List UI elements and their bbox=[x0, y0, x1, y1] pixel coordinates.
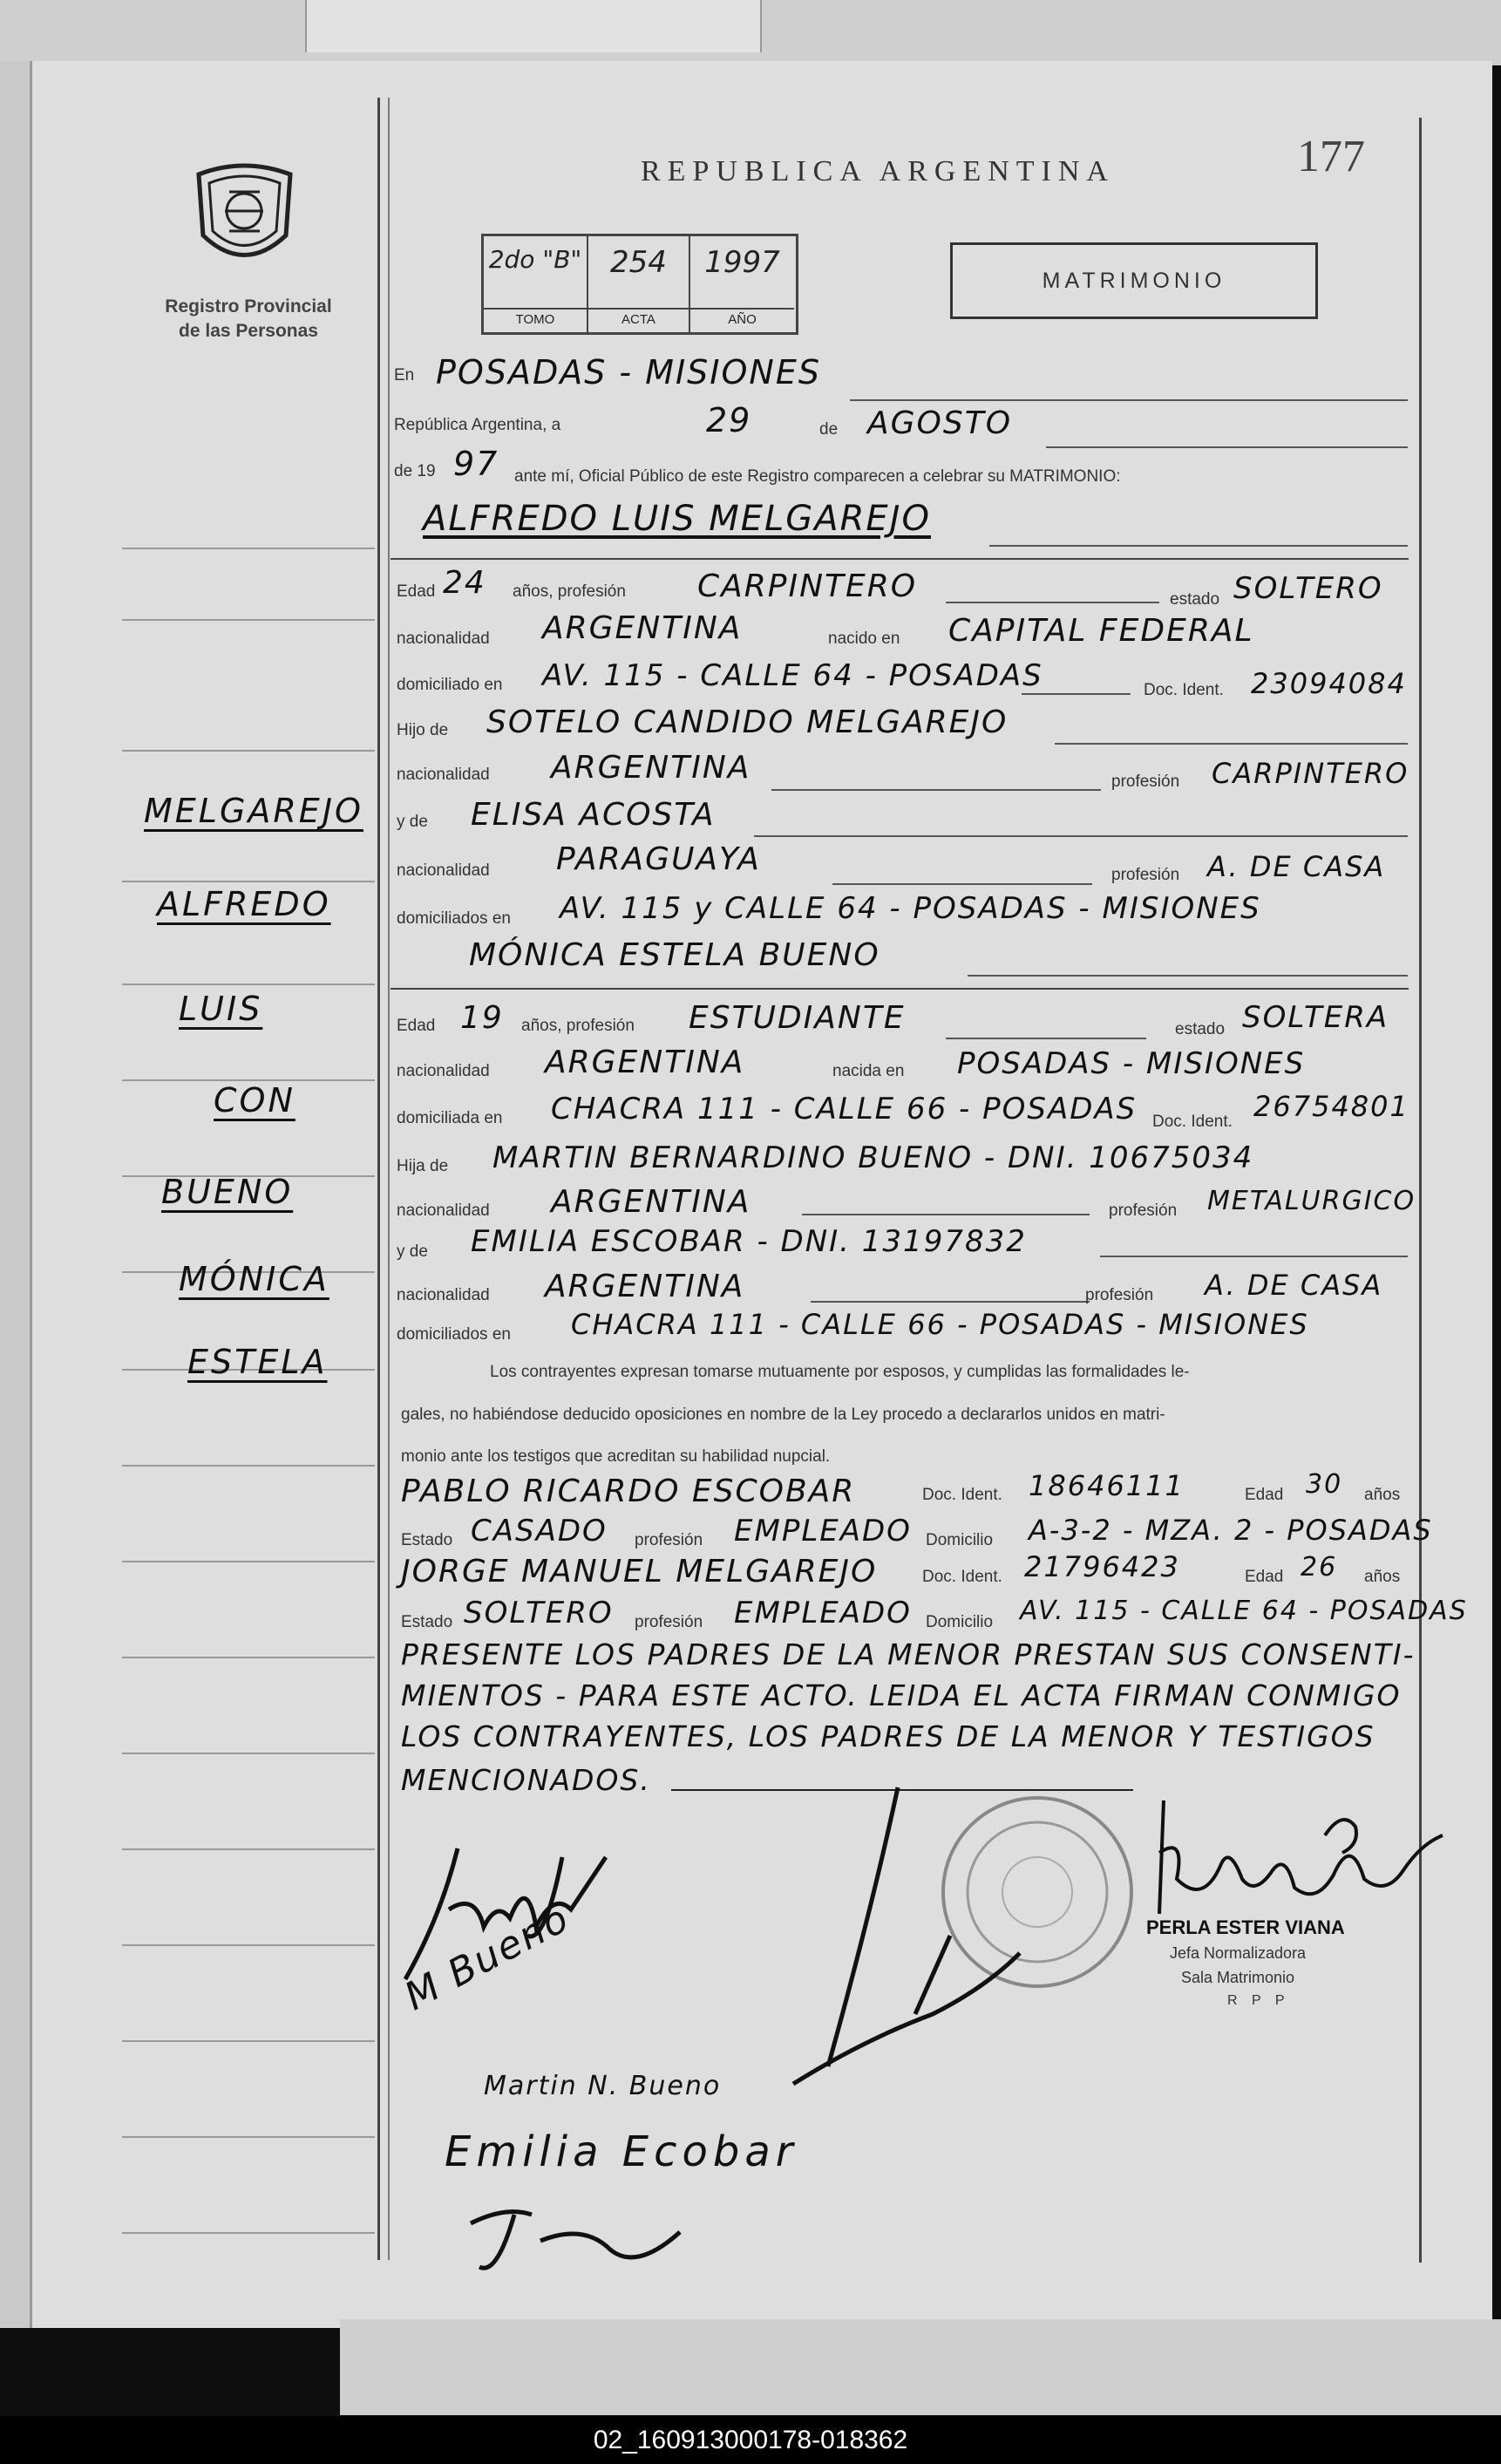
acta-label: ACTA bbox=[588, 308, 689, 327]
margin-rule bbox=[122, 548, 375, 549]
notes-line-2: MIENTOS - PARA ESTE ACTO. LEIDA EL ACTA FIRMAN CONMIGO bbox=[401, 1678, 1402, 1712]
groom-mother: ELISA ACOSTA bbox=[471, 797, 716, 833]
image-filename-caption: 02_160913000178-018362 bbox=[0, 2416, 1501, 2464]
notes-line-3: LOS CONTRAYENTES, LOS PADRES DE LA MENOR Y TESTIGOS bbox=[401, 1719, 1375, 1753]
witness1-name: PABLO RICARDO ESCOBAR bbox=[401, 1474, 856, 1509]
margin-rule bbox=[122, 1561, 375, 1562]
witness2-age: 26 bbox=[1301, 1552, 1338, 1583]
fill-line bbox=[771, 789, 1101, 791]
witness1-doc-label: Doc. Ident. bbox=[922, 1486, 1002, 1504]
groom-birthplace: CAPITAL FEDERAL bbox=[948, 613, 1254, 649]
groom-father-profession: CARPINTERO bbox=[1212, 757, 1409, 790]
margin-rule bbox=[122, 984, 375, 985]
margin-line-right bbox=[1419, 118, 1422, 2263]
place-value: POSADAS - MISIONES bbox=[436, 353, 821, 391]
bride-address: CHACRA 111 - CALLE 66 - POSADAS bbox=[551, 1092, 1138, 1126]
groom-profession: CARPINTERO bbox=[697, 568, 918, 604]
witness1-anos-label: años bbox=[1364, 1486, 1401, 1504]
bride-nationality: ARGENTINA bbox=[545, 1045, 745, 1080]
witness1-age: 30 bbox=[1306, 1469, 1343, 1500]
margin-rule bbox=[122, 881, 375, 882]
fill-line bbox=[811, 1301, 1090, 1303]
groom-profesion-label: años, profesión bbox=[513, 582, 626, 601]
margin-rule bbox=[122, 2040, 375, 2042]
margin-name-middle: LUIS bbox=[179, 990, 263, 1028]
ano-value: 1997 bbox=[704, 245, 780, 280]
book-spine bbox=[0, 61, 32, 2328]
bride-profesion-label: años, profesión bbox=[521, 1017, 635, 1035]
witness1-profession: EMPLEADO bbox=[734, 1514, 912, 1549]
ano-cell bbox=[690, 236, 794, 332]
tomo-cell bbox=[484, 236, 588, 332]
groom-parents-address: AV. 115 y CALLE 64 - POSADAS - MISIONES bbox=[560, 891, 1261, 926]
bride-nacionalidad-label: nacionalidad bbox=[397, 1062, 490, 1080]
groom-doc: 23094084 bbox=[1251, 667, 1407, 700]
witness2-anos-label: años bbox=[1364, 1568, 1401, 1586]
fill-line bbox=[946, 1038, 1146, 1039]
groom-mother-nationality: PARAGUAYA bbox=[556, 841, 761, 877]
margin-name-bride-surname: BUENO bbox=[161, 1173, 294, 1211]
tomo-value: 2do "B" bbox=[488, 245, 582, 274]
margin-rule bbox=[122, 619, 375, 621]
declaration-line-3: monio ante los testigos que acreditan su habilidad nupcial. bbox=[401, 1447, 831, 1466]
ano-label: AÑO bbox=[690, 308, 794, 327]
margin-rule bbox=[122, 1657, 375, 1658]
intro-sentence: ante mí, Oficial Público de este Registro comparecen a celebrar su MATRIMONIO: bbox=[514, 467, 1121, 486]
official-title-3: R P P bbox=[1227, 1993, 1290, 2008]
bride-father-prof-label: profesión bbox=[1109, 1201, 1178, 1220]
witness2-doc: 21796423 bbox=[1024, 1550, 1180, 1583]
margin-rule bbox=[122, 750, 375, 752]
official-title-2: Sala Matrimonio bbox=[1181, 1969, 1295, 1986]
section-divider bbox=[391, 988, 1409, 990]
fill-line bbox=[968, 975, 1408, 977]
bride-domiciliada-label: domiciliada en bbox=[397, 1109, 503, 1127]
groom-edad-label: Edad bbox=[397, 582, 436, 601]
groom-doc-label: Doc. Ident. bbox=[1144, 681, 1224, 699]
bride-father-nationality: ARGENTINA bbox=[551, 1184, 751, 1220]
witness1-prof-label: profesión bbox=[635, 1531, 703, 1549]
fill-line bbox=[802, 1214, 1090, 1215]
declaration-line-2: gales, no habiéndose deducido oposiciones en nombre de la Ley procedo a declararlos unidos en matri- bbox=[401, 1406, 1165, 1424]
groom-estado: SOLTERO bbox=[1233, 571, 1383, 606]
groom-domiciliados-label: domiciliados en bbox=[397, 909, 511, 928]
groom-nationality: ARGENTINA bbox=[542, 610, 743, 646]
declaration-line-1: Los contrayentes expresan tomarse mutuamente por esposos, y cumplidas las formalidades le- bbox=[490, 1363, 1190, 1381]
tomo-acta-ano-box bbox=[481, 234, 798, 335]
margin-line-mid bbox=[388, 98, 390, 2260]
official-name: PERLA ESTER VIANA bbox=[1146, 1916, 1345, 1938]
groom-domiciliado-label: domiciliado en bbox=[397, 676, 503, 694]
bride-mother: EMILIA ESCOBAR - DNI. 13197832 bbox=[471, 1224, 1027, 1259]
witness2-domicilio-label: Domicilio bbox=[926, 1613, 994, 1631]
de-label: de bbox=[819, 420, 839, 439]
signature-bride-mother: Emilia Ecobar bbox=[445, 2127, 798, 2176]
groom-mother-nat-label: nacionalidad bbox=[397, 861, 490, 880]
bride-mother-prof-label: profesión bbox=[1085, 1286, 1154, 1304]
witness1-estado-label: Estado bbox=[401, 1531, 453, 1549]
tomo-label: TOMO bbox=[484, 308, 587, 327]
witness2-name: JORGE MANUEL MELGAREJO bbox=[401, 1554, 878, 1589]
year-prefix: de 19 bbox=[394, 462, 436, 480]
bride-nacida-label: nacida en bbox=[832, 1062, 905, 1080]
margin-name-surname: MELGAREJO bbox=[144, 792, 363, 830]
bride-father-profession: METALURGICO bbox=[1207, 1186, 1416, 1216]
margin-name-bride-middle: ESTELA bbox=[187, 1343, 328, 1381]
groom-estado-label: estado bbox=[1170, 590, 1220, 609]
groom-address: AV. 115 - CALLE 64 - POSADAS bbox=[542, 658, 1043, 693]
bride-yde-label: y de bbox=[397, 1242, 428, 1261]
day-value: 29 bbox=[706, 401, 752, 439]
witness1-domicilio-label: Domicilio bbox=[926, 1531, 994, 1549]
fill-line bbox=[850, 399, 1408, 401]
signature-bride-father: Martin N. Bueno bbox=[484, 2071, 722, 2101]
month-value: AGOSTO bbox=[867, 405, 1013, 441]
bride-profession: ESTUDIANTE bbox=[689, 1000, 906, 1036]
groom-name: ALFREDO LUIS MELGAREJO bbox=[423, 499, 931, 539]
witness2-domicilio: AV. 115 - CALLE 64 - POSADAS bbox=[1020, 1596, 1468, 1626]
registry-seal-icon bbox=[190, 157, 299, 275]
year-suffix: 97 bbox=[453, 445, 499, 483]
groom-age: 24 bbox=[443, 565, 486, 601]
margin-rule bbox=[122, 1944, 375, 1946]
margin-rule bbox=[122, 1848, 375, 1850]
witness2-profession: EMPLEADO bbox=[734, 1596, 912, 1630]
witness1-domicilio: A-3-2 - MZA. 2 - POSADAS bbox=[1029, 1514, 1433, 1547]
witness1-estado: CASADO bbox=[471, 1514, 608, 1549]
witness-signature-icon bbox=[453, 2188, 715, 2284]
margin-rule bbox=[122, 2136, 375, 2138]
groom-father-prof-label: profesión bbox=[1111, 773, 1180, 791]
fill-line bbox=[946, 602, 1159, 603]
page-title: REPUBLICA ARGENTINA bbox=[641, 155, 1115, 187]
notes-line-1: PRESENTE LOS PADRES DE LA MENOR PRESTAN SUS CONSENTI- bbox=[401, 1637, 1416, 1671]
groom-mother-profession: A. DE CASA bbox=[1207, 850, 1386, 883]
acta-cell bbox=[588, 236, 690, 332]
page-number: 177 bbox=[1297, 132, 1365, 181]
fill-line bbox=[1046, 446, 1408, 448]
margin-name-first: ALFREDO bbox=[157, 885, 331, 923]
official-title-1: Jefa Normalizadora bbox=[1170, 1944, 1307, 1962]
bride-edad-label: Edad bbox=[397, 1017, 436, 1035]
bride-mother-nat-label: nacionalidad bbox=[397, 1286, 490, 1304]
witness2-estado: SOLTERO bbox=[464, 1596, 614, 1630]
margin-line-left bbox=[377, 98, 380, 2260]
margin-rule bbox=[122, 1465, 375, 1467]
bride-mother-profession: A. DE CASA bbox=[1205, 1269, 1383, 1302]
official-signature-icon bbox=[1142, 1783, 1456, 1931]
registry-name-line1: Registro Provincial bbox=[165, 296, 332, 317]
bride-hija-label: Hija de bbox=[397, 1157, 449, 1175]
witness2-edad-label: Edad bbox=[1245, 1568, 1284, 1586]
page-tab bbox=[305, 0, 762, 52]
bride-estado: SOLTERA bbox=[1242, 1000, 1389, 1035]
fill-line bbox=[1100, 1256, 1408, 1257]
margin-name-bride-first: MÓNICA bbox=[179, 1260, 329, 1298]
groom-father-nationality: ARGENTINA bbox=[551, 750, 751, 786]
bride-name: MÓNICA ESTELA BUENO bbox=[469, 937, 880, 973]
fill-line bbox=[832, 883, 1092, 885]
bride-doc: 26754801 bbox=[1253, 1090, 1409, 1123]
margin-rule bbox=[122, 2232, 375, 2234]
groom-mother-prof-label: profesión bbox=[1111, 866, 1180, 884]
groom-nacionalidad-label: nacionalidad bbox=[397, 630, 490, 648]
republica-label: República Argentina, a bbox=[394, 416, 561, 434]
signature-bride: M Bueno bbox=[397, 1896, 577, 2019]
witness2-estado-label: Estado bbox=[401, 1613, 453, 1631]
bride-age: 19 bbox=[460, 1000, 504, 1036]
background-surface bbox=[340, 2319, 1501, 2415]
witness1-doc: 18646111 bbox=[1029, 1469, 1185, 1502]
margin-name-con: CON bbox=[214, 1081, 295, 1120]
bride-father-nat-label: nacionalidad bbox=[397, 1201, 490, 1220]
bride-doc-label: Doc. Ident. bbox=[1152, 1113, 1233, 1131]
bride-domiciliados-label: domiciliados en bbox=[397, 1325, 511, 1344]
document-type-box: MATRIMONIO bbox=[950, 242, 1318, 319]
bride-parents-address: CHACRA 111 - CALLE 66 - POSADAS - MISIONES bbox=[571, 1308, 1309, 1341]
bride-father: MARTIN BERNARDINO BUENO - DNI. 10675034 bbox=[492, 1140, 1254, 1175]
acta-value: 254 bbox=[610, 245, 667, 280]
en-label: En bbox=[394, 366, 415, 385]
registry-name-line2: de las Personas bbox=[179, 321, 318, 341]
fill-line bbox=[989, 545, 1408, 547]
official-long-stroke-icon bbox=[758, 1779, 1037, 2110]
groom-father-nat-label: nacionalidad bbox=[397, 766, 490, 784]
fill-line bbox=[1022, 693, 1131, 695]
top-strip bbox=[0, 0, 1501, 65]
witness2-doc-label: Doc. Ident. bbox=[922, 1568, 1002, 1586]
witness1-edad-label: Edad bbox=[1245, 1486, 1284, 1504]
notes-line-4: MENCIONADOS. bbox=[401, 1763, 651, 1797]
section-divider bbox=[391, 558, 1409, 560]
margin-rule bbox=[122, 1753, 375, 1754]
fill-line bbox=[1055, 743, 1408, 745]
fill-line bbox=[754, 835, 1408, 837]
bride-mother-nationality: ARGENTINA bbox=[545, 1269, 745, 1304]
groom-father: SOTELO CANDIDO MELGAREJO bbox=[486, 704, 1009, 740]
bride-estado-label: estado bbox=[1175, 1020, 1226, 1038]
witness2-prof-label: profesión bbox=[635, 1613, 703, 1631]
groom-yde-label: y de bbox=[397, 813, 428, 831]
groom-nacido-label: nacido en bbox=[828, 630, 900, 648]
bride-birthplace: POSADAS - MISIONES bbox=[957, 1046, 1306, 1081]
groom-hijo-label: Hijo de bbox=[397, 721, 449, 739]
